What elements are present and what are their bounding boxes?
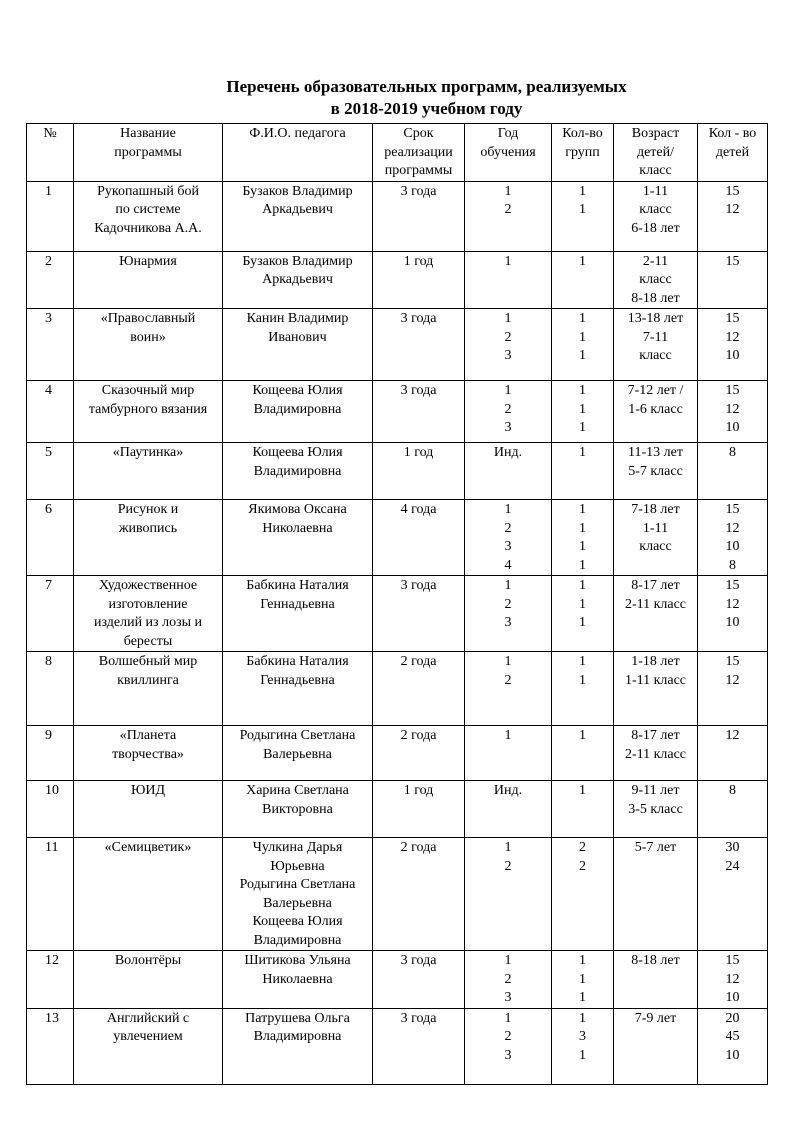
program-name-cell: Волшебный мир квиллинга — [74, 652, 223, 726]
header-group-count: Кол-во групп — [552, 124, 614, 182]
header-program-name: Название программы — [74, 124, 223, 182]
duration-cell: 4 года — [373, 500, 465, 576]
children-count-cell: 12 — [698, 726, 768, 781]
children-count-cell: 30 24 — [698, 838, 768, 951]
teacher-name-cell: Шитикова Ульяна Николаевна — [223, 951, 373, 1009]
row-number-cell: 12 — [27, 951, 74, 1009]
age-class-cell: 9-11 лет 3-5 класс — [614, 781, 698, 838]
program-name-cell: «Паутинка» — [74, 443, 223, 500]
age-class-cell: 2-11 класс 8-18 лет — [614, 251, 698, 309]
table-row — [27, 652, 768, 726]
title-line-1: Перечень образовательных программ, реализуемых — [226, 77, 627, 96]
teacher-name-cell: Якимова Оксана Николаевна — [223, 500, 373, 576]
study-year-cell: 1 2 — [465, 838, 552, 951]
row-number-cell: 5 — [27, 443, 74, 500]
study-year-cell: 1 2 — [465, 652, 552, 726]
program-name-cell: «Православный воин» — [74, 309, 223, 381]
table-row — [27, 443, 768, 500]
age-class-cell: 7-9 лет — [614, 1008, 698, 1084]
teacher-name-cell: Канин Владимир Иванович — [223, 309, 373, 381]
table-row — [27, 781, 768, 838]
study-year-cell: 1 2 3 4 — [465, 500, 552, 576]
group-count-cell: 1 1 1 — [552, 309, 614, 381]
children-count-cell: 15 12 — [698, 181, 768, 251]
study-year-cell: 1 — [465, 726, 552, 781]
children-count-cell: 15 12 10 — [698, 309, 768, 381]
table-row — [27, 838, 768, 951]
row-number-cell: 7 — [27, 576, 74, 652]
group-count-cell: 1 1 1 — [552, 381, 614, 443]
table-row — [27, 309, 768, 381]
teacher-name-cell: Кощеева Юлия Владимировна — [223, 443, 373, 500]
children-count-cell: 15 12 10 — [698, 951, 768, 1009]
program-name-cell: Художественное изготовление изделий из лозы и бересты — [74, 576, 223, 652]
duration-cell: 3 года — [373, 381, 465, 443]
program-name-cell: «Планета творчества» — [74, 726, 223, 781]
title-line-2: в 2018-2019 учебном году — [330, 99, 523, 118]
duration-cell: 3 года — [373, 1008, 465, 1084]
age-class-cell: 8-17 лет 2-11 класс — [614, 576, 698, 652]
header-study-year: Год обучения — [465, 124, 552, 182]
table-row — [27, 726, 768, 781]
program-name-cell: Юнармия — [74, 251, 223, 309]
teacher-name-cell: Бабкина Наталия Геннадьевна — [223, 652, 373, 726]
age-class-cell: 1-11 класс 6-18 лет — [614, 181, 698, 251]
row-number-cell: 11 — [27, 838, 74, 951]
children-count-cell: 8 — [698, 443, 768, 500]
study-year-cell: 1 2 3 — [465, 381, 552, 443]
program-name-cell: Рисунок и живопись — [74, 500, 223, 576]
age-class-cell: 8-17 лет 2-11 класс — [614, 726, 698, 781]
duration-cell: 3 года — [373, 181, 465, 251]
duration-cell: 3 года — [373, 951, 465, 1009]
age-class-cell: 13-18 лет 7-11 класс — [614, 309, 698, 381]
row-number-cell: 10 — [27, 781, 74, 838]
duration-cell: 1 год — [373, 443, 465, 500]
table-row — [27, 381, 768, 443]
children-count-cell: 15 12 — [698, 652, 768, 726]
children-count-cell: 15 12 10 8 — [698, 500, 768, 576]
program-name-cell: Сказочный мир тамбурного вязания — [74, 381, 223, 443]
study-year-cell: 1 — [465, 251, 552, 309]
age-class-cell: 5-7 лет — [614, 838, 698, 951]
row-number-cell: 4 — [27, 381, 74, 443]
header-number: № — [27, 124, 74, 182]
header-children-count: Кол - во детей — [698, 124, 768, 182]
row-number-cell: 9 — [27, 726, 74, 781]
age-class-cell: 7-18 лет 1-11 класс — [614, 500, 698, 576]
teacher-name-cell: Чулкина Дарья Юрьевна Родыгина Светлана Валерьевна Кощеева Юлия Владимировна — [223, 838, 373, 951]
group-count-cell: 1 3 1 — [552, 1008, 614, 1084]
header-teacher: Ф.И.О. педагога — [223, 124, 373, 182]
duration-cell: 1 год — [373, 251, 465, 309]
age-class-cell: 11-13 лет 5-7 класс — [614, 443, 698, 500]
children-count-cell: 15 — [698, 251, 768, 309]
table-row — [27, 951, 768, 1009]
row-number-cell: 2 — [27, 251, 74, 309]
group-count-cell: 1 1 — [552, 181, 614, 251]
children-count-cell: 15 12 10 — [698, 381, 768, 443]
duration-cell: 2 года — [373, 652, 465, 726]
teacher-name-cell: Патрушева Ольга Владимировна — [223, 1008, 373, 1084]
age-class-cell: 8-18 лет — [614, 951, 698, 1009]
row-number-cell: 3 — [27, 309, 74, 381]
table-row — [27, 251, 768, 309]
program-name-cell: «Семицветик» — [74, 838, 223, 951]
group-count-cell: 1 1 — [552, 652, 614, 726]
program-name-cell: ЮИД — [74, 781, 223, 838]
group-count-cell: 2 2 — [552, 838, 614, 951]
table-header-row — [27, 124, 768, 182]
programs-table — [26, 123, 768, 1085]
program-name-cell: Рукопашный бой по системе Кадочникова А.А. — [74, 181, 223, 251]
row-number-cell: 1 — [27, 181, 74, 251]
row-number-cell: 13 — [27, 1008, 74, 1084]
header-age-class: Возраст детей/ класс — [614, 124, 698, 182]
table-row — [27, 500, 768, 576]
teacher-name-cell: Бузаков Владимир Аркадьевич — [223, 251, 373, 309]
teacher-name-cell: Кощеева Юлия Владимировна — [223, 381, 373, 443]
group-count-cell: 1 — [552, 726, 614, 781]
study-year-cell: 1 2 3 — [465, 309, 552, 381]
duration-cell: 3 года — [373, 309, 465, 381]
age-class-cell: 7-12 лет / 1-6 класс — [614, 381, 698, 443]
duration-cell: 3 года — [373, 576, 465, 652]
children-count-cell: 8 — [698, 781, 768, 838]
study-year-cell: Инд. — [465, 443, 552, 500]
row-number-cell: 6 — [27, 500, 74, 576]
study-year-cell: 1 2 3 — [465, 576, 552, 652]
teacher-name-cell: Бабкина Наталия Геннадьевна — [223, 576, 373, 652]
group-count-cell: 1 1 1 1 — [552, 500, 614, 576]
teacher-name-cell: Родыгина Светлана Валерьевна — [223, 726, 373, 781]
duration-cell: 1 год — [373, 781, 465, 838]
study-year-cell: 1 2 3 — [465, 951, 552, 1009]
study-year-cell: 1 2 3 — [465, 1008, 552, 1084]
group-count-cell: 1 — [552, 781, 614, 838]
duration-cell: 2 года — [373, 726, 465, 781]
group-count-cell: 1 1 1 — [552, 576, 614, 652]
table-row — [27, 576, 768, 652]
program-name-cell: Английский с увлечением — [74, 1008, 223, 1084]
group-count-cell: 1 — [552, 251, 614, 309]
duration-cell: 2 года — [373, 838, 465, 951]
table-row — [27, 181, 768, 251]
header-duration: Срок реализации программы — [373, 124, 465, 182]
children-count-cell: 20 45 10 — [698, 1008, 768, 1084]
group-count-cell: 1 1 1 — [552, 951, 614, 1009]
teacher-name-cell: Бузаков Владимир Аркадьевич — [223, 181, 373, 251]
study-year-cell: Инд. — [465, 781, 552, 838]
children-count-cell: 15 12 10 — [698, 576, 768, 652]
study-year-cell: 1 2 — [465, 181, 552, 251]
teacher-name-cell: Харина Светлана Викторовна — [223, 781, 373, 838]
table-row — [27, 1008, 768, 1084]
age-class-cell: 1-18 лет 1-11 класс — [614, 652, 698, 726]
row-number-cell: 8 — [27, 652, 74, 726]
program-name-cell: Волонтёры — [74, 951, 223, 1009]
group-count-cell: 1 — [552, 443, 614, 500]
